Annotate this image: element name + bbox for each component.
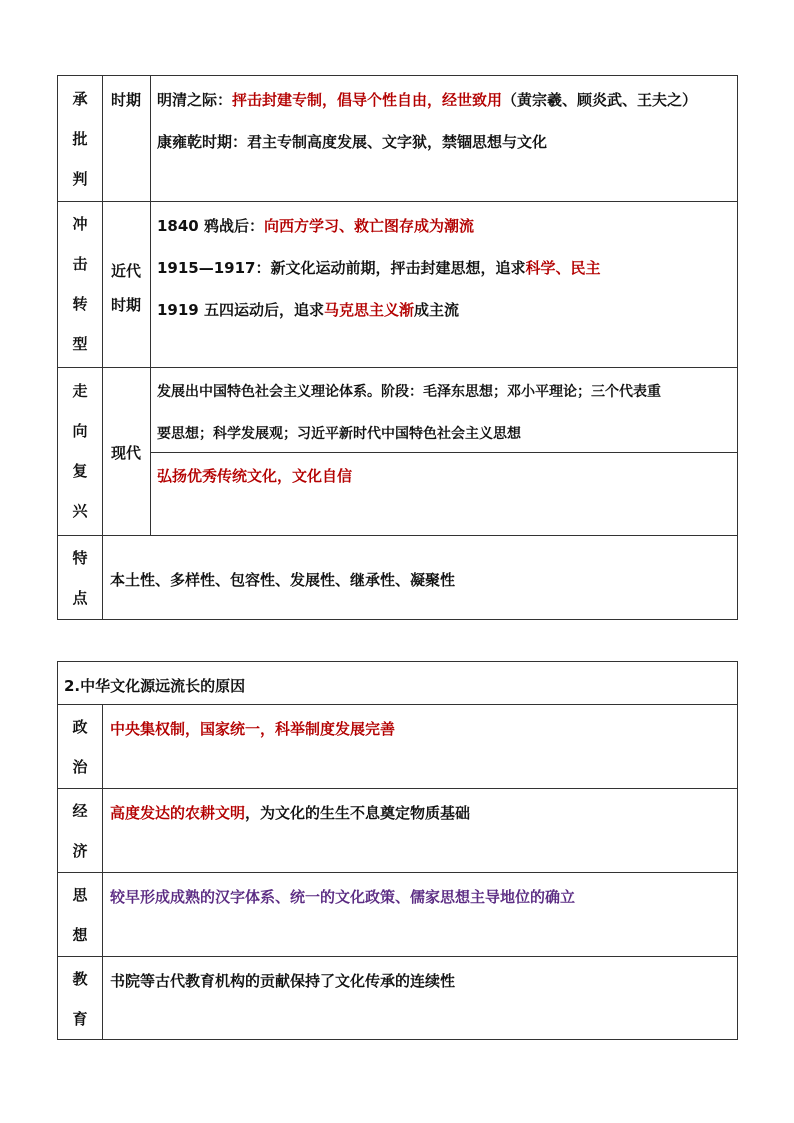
reason-text: 中央集权制，国家统一，科举制度发展完善 [110,720,396,738]
reason-label: 经 济 [72,802,88,860]
row-zou-xiang-fu-xing [58,368,737,536]
line-1919: 1919 五四运动后，追求马克思主义渐成主流 [157,301,460,319]
culture-confidence-line: 弘扬优秀传统文化，文化自信 [157,467,353,485]
reason-text: 较早形成成熟的汉字体系、统一的文化政策、儒家思想主导地位的确立 [110,888,576,906]
line-1840: 1840 鸦战后：向西方学习、救亡图存成为潮流 [157,217,474,235]
stage-label: 走 向 复 兴 [72,382,88,520]
stage-label: 承 批 判 [72,90,88,188]
stage-label: 冲 击 转 型 [72,215,88,353]
reasons-table [57,661,738,1040]
reason-text: 书院等古代教育机构的贡献保持了文化传承的连续性 [110,972,456,990]
reason-row-politics [58,705,737,789]
reason-row-education [58,957,737,1039]
row-chong-ji-zhuan-xing [58,202,737,368]
reason-text: 高度发达的农耕文明，为文化的生生不息奠定物质基础 [110,804,471,822]
theory-line-1: 发展出中国特色社会主义理论体系。阶段：毛泽东思想；邓小平理论；三个代表重 [157,384,661,400]
period-label: 现代 [110,444,141,462]
period-label: 时期 [110,91,141,109]
reason-label: 教 育 [72,970,88,1028]
reason-row-economy [58,789,737,873]
table-title: 2.中华文化源远流长的原因 [64,677,246,695]
stage-label: 特 点 [72,549,88,607]
line-1915: 1915—1917：新文化运动前期，抨击封建思想，追求科学、民主 [157,259,601,277]
ming-qing-line: 明清之际：抨击封建专制，倡导个性自由，经世致用（黄宗羲、顾炎武、王夫之） [157,91,698,109]
reason-label: 政 治 [72,718,88,776]
reason-row-thought [58,873,737,957]
characteristics-text: 本土性、多样性、包容性、发展性、继承性、凝聚性 [110,571,456,589]
table-title-row [58,662,737,705]
row-cheng-pi-pan [58,76,737,202]
row-te-dian [58,536,737,619]
reason-label: 思 想 [72,886,88,944]
theory-line-2: 要思想；科学发展观；习近平新时代中国特色社会主义思想 [157,426,521,442]
culture-table [57,75,738,620]
period-label: 近代 时期 [110,262,141,314]
kang-yong-qian-line: 康雍乾时期：君主专制高度发展、文字狱，禁锢思想与文化 [157,133,548,151]
